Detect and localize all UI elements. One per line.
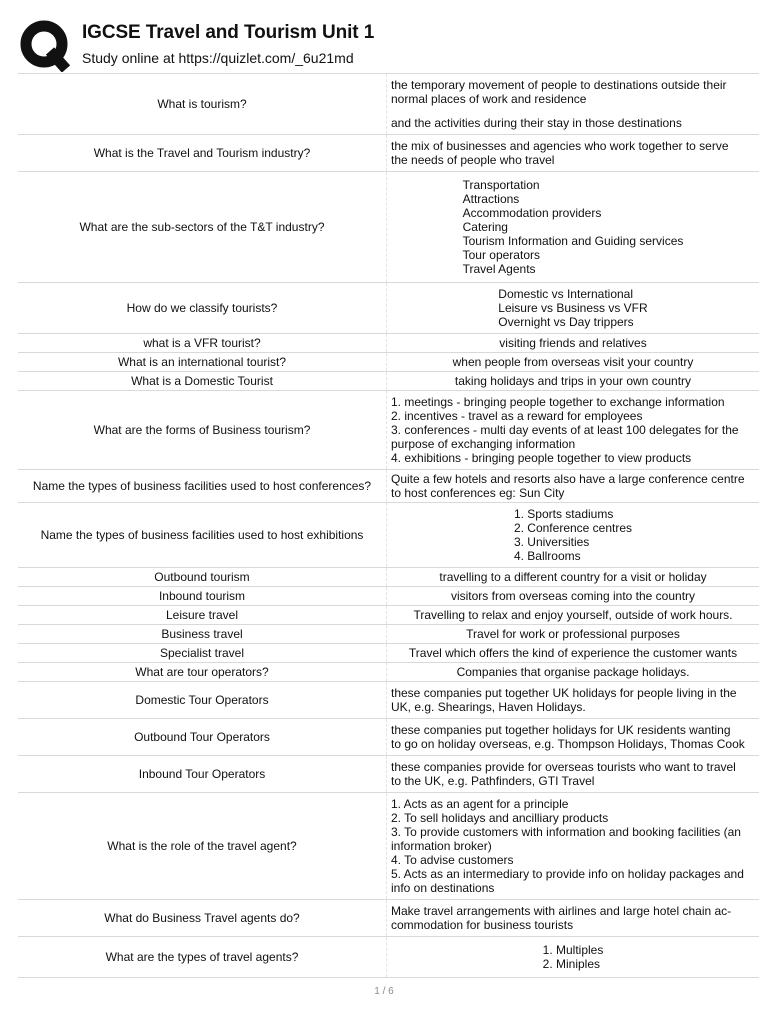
definition-line: the needs of people who travel <box>391 153 555 167</box>
card-row <box>18 283 759 334</box>
card-definition <box>387 644 760 663</box>
card-term: What is the role of the travel agent? <box>18 793 387 900</box>
card-term: What are the sub-sectors of the T&T industry? <box>18 172 387 283</box>
card-term: Inbound Tour Operators <box>18 756 387 793</box>
definition-line: 1. meetings - bringing people together to exchange information <box>391 395 725 409</box>
card-definition <box>387 74 760 135</box>
definition-line: commodation for business tourists <box>391 918 574 932</box>
definition-line: Leisure vs Business vs VFR <box>498 301 648 315</box>
card-term: Name the types of business facilities used to host exhibitions <box>18 503 387 568</box>
page-title: IGCSE Travel and Tourism Unit 1 <box>82 22 375 43</box>
card-definition <box>387 719 760 756</box>
card-term: Inbound tourism <box>18 587 387 606</box>
definition-line: Tour operators <box>462 248 540 262</box>
card-definition <box>387 568 760 587</box>
card-row <box>18 74 759 135</box>
card-definition <box>387 625 760 644</box>
card-term: How do we classify tourists? <box>18 283 387 334</box>
definition-line: 4. exhibitions - bringing people together to view products <box>391 451 692 465</box>
card-definition <box>387 334 760 353</box>
card-row <box>18 719 759 756</box>
definition-line: Transportation <box>462 178 540 192</box>
card-row <box>18 900 759 937</box>
flashcard-rows <box>18 74 759 978</box>
definition-line: Travel Agents <box>462 262 536 276</box>
definition-line: 3. conferences - multi day events of at least 100 delegates for the <box>391 423 739 437</box>
study-link-text: Study online at https://quizlet.com/_6u21md <box>82 50 354 66</box>
definition-line: 1. Multiples <box>542 943 604 957</box>
page-number: 1 / 6 <box>374 986 394 997</box>
definition-line: Travelling to relax and enjoy yourself, outside of work hours. <box>413 608 733 622</box>
card-row <box>18 644 759 663</box>
card-row <box>18 756 759 793</box>
definition-line: taking holidays and trips in your own country <box>454 374 692 388</box>
definition-line: 3. To provide customers with information and booking facilities (an <box>391 825 741 839</box>
definition-line: Catering <box>462 220 508 234</box>
card-definition <box>387 372 760 391</box>
definition-line: travelling to a different country for a visit or holiday <box>439 570 707 584</box>
card-term: What are the forms of Business tourism? <box>18 391 387 470</box>
card-term: What is an international tourist? <box>18 353 387 372</box>
card-term: Outbound tourism <box>18 568 387 587</box>
card-row <box>18 503 759 568</box>
card-definition <box>387 900 760 937</box>
definition-line: these companies provide for overseas tourists who want to travel <box>391 760 736 774</box>
definition-line: Travel for work or professional purposes <box>466 627 680 641</box>
definition-list <box>498 287 647 329</box>
definition-line: 4. To advise customers <box>391 853 514 867</box>
definition-line: Attractions <box>462 192 520 206</box>
definition-line: the mix of businesses and agencies who work together to serve <box>391 139 729 153</box>
definition-line: Tourism Information and Guiding services <box>462 234 684 248</box>
card-definition <box>387 172 760 283</box>
card-row <box>18 372 759 391</box>
card-definition <box>387 353 760 372</box>
definition-line: UK, e.g. Shearings, Haven Holidays. <box>391 700 586 714</box>
definition-line: Domestic vs International <box>498 287 634 301</box>
definition-line: 5. Acts as an intermediary to provide info on holiday packages and <box>391 867 744 881</box>
definition-line <box>391 106 755 116</box>
definition-line: to go on holiday overseas, e.g. Thompson Holidays, Thomas Cook <box>391 737 745 751</box>
card-definition <box>387 470 760 503</box>
definition-line: 3. Universities <box>513 535 590 549</box>
card-term: What are tour operators? <box>18 663 387 682</box>
definition-line: these companies put together holidays for UK residents wanting <box>391 723 731 737</box>
page-header <box>0 0 768 72</box>
definition-line: normal places of work and residence <box>391 92 587 106</box>
definition-line: 1. Sports stadiums <box>513 507 614 521</box>
definition-line: Overnight vs Day trippers <box>498 315 634 329</box>
card-term: Outbound Tour Operators <box>18 719 387 756</box>
definition-list <box>463 178 684 276</box>
definition-line: 1. Acts as an agent for a principle <box>391 797 569 811</box>
definition-line: info on destinations <box>391 881 495 895</box>
card-row <box>18 135 759 172</box>
definition-line: to host conferences eg: Sun City <box>391 486 565 500</box>
card-term: Leisure travel <box>18 606 387 625</box>
definition-line: Travel which offers the kind of experience the customer wants <box>408 646 738 660</box>
definition-line: when people from overseas visit your country <box>452 355 694 369</box>
definition-line: 4. Ballrooms <box>513 549 581 563</box>
definition-line: 2. Miniples <box>542 957 600 971</box>
card-row <box>18 587 759 606</box>
card-row <box>18 568 759 587</box>
card-term: What do Business Travel agents do? <box>18 900 387 937</box>
card-row <box>18 353 759 372</box>
card-term: What is tourism? <box>18 74 387 135</box>
definition-line: 2. To sell holidays and ancilliary products <box>391 811 609 825</box>
card-term: Name the types of business facilities used to host conferences? <box>18 470 387 503</box>
card-definition <box>387 793 760 900</box>
card-row <box>18 172 759 283</box>
card-definition <box>387 283 760 334</box>
definition-line: 2. Conference centres <box>513 521 633 535</box>
card-term: What is a Domestic Tourist <box>18 372 387 391</box>
card-definition <box>387 937 760 978</box>
card-row <box>18 334 759 353</box>
card-term: Business travel <box>18 625 387 644</box>
card-row <box>18 663 759 682</box>
definition-line: and the activities during their stay in those destinations <box>391 116 682 130</box>
definition-line: 2. incentives - travel as a reward for employees <box>391 409 643 423</box>
card-term: Domestic Tour Operators <box>18 682 387 719</box>
definition-line: Quite a few hotels and resorts also have a large conference centre <box>391 472 745 486</box>
card-row <box>18 391 759 470</box>
card-definition <box>387 682 760 719</box>
card-definition <box>387 135 760 172</box>
definition-list <box>543 943 604 971</box>
card-definition <box>387 663 760 682</box>
card-term: What is the Travel and Tourism industry? <box>18 135 387 172</box>
card-term: what is a VFR tourist? <box>18 334 387 353</box>
definition-line: information broker) <box>391 839 492 853</box>
card-definition <box>387 587 760 606</box>
definition-line: the temporary movement of people to destinations outside their <box>391 78 727 92</box>
card-row <box>18 937 759 978</box>
definition-line: visiting friends and relatives <box>499 336 647 350</box>
definition-line: visitors from overseas coming into the country <box>450 589 696 603</box>
definition-line: to the UK, e.g. Pathfinders, GTI Travel <box>391 774 595 788</box>
card-term: What are the types of travel agents? <box>18 937 387 978</box>
card-definition <box>387 606 760 625</box>
card-definition <box>387 503 760 568</box>
flashcard-table <box>18 73 759 978</box>
card-row <box>18 470 759 503</box>
card-row <box>18 606 759 625</box>
card-definition <box>387 391 760 470</box>
definition-line: Accommodation providers <box>462 206 602 220</box>
quizlet-logo-icon <box>20 20 72 72</box>
card-term: Specialist travel <box>18 644 387 663</box>
definition-line: Make travel arrangements with airlines and large hotel chain ac- <box>391 904 732 918</box>
definition-line: Companies that organise package holidays. <box>456 665 690 679</box>
card-row <box>18 625 759 644</box>
definition-line: these companies put together UK holidays for people living in the <box>391 686 737 700</box>
definition-line: purpose of exchanging information <box>391 437 576 451</box>
card-row <box>18 682 759 719</box>
card-row <box>18 793 759 900</box>
card-definition <box>387 756 760 793</box>
definition-list <box>514 507 632 563</box>
